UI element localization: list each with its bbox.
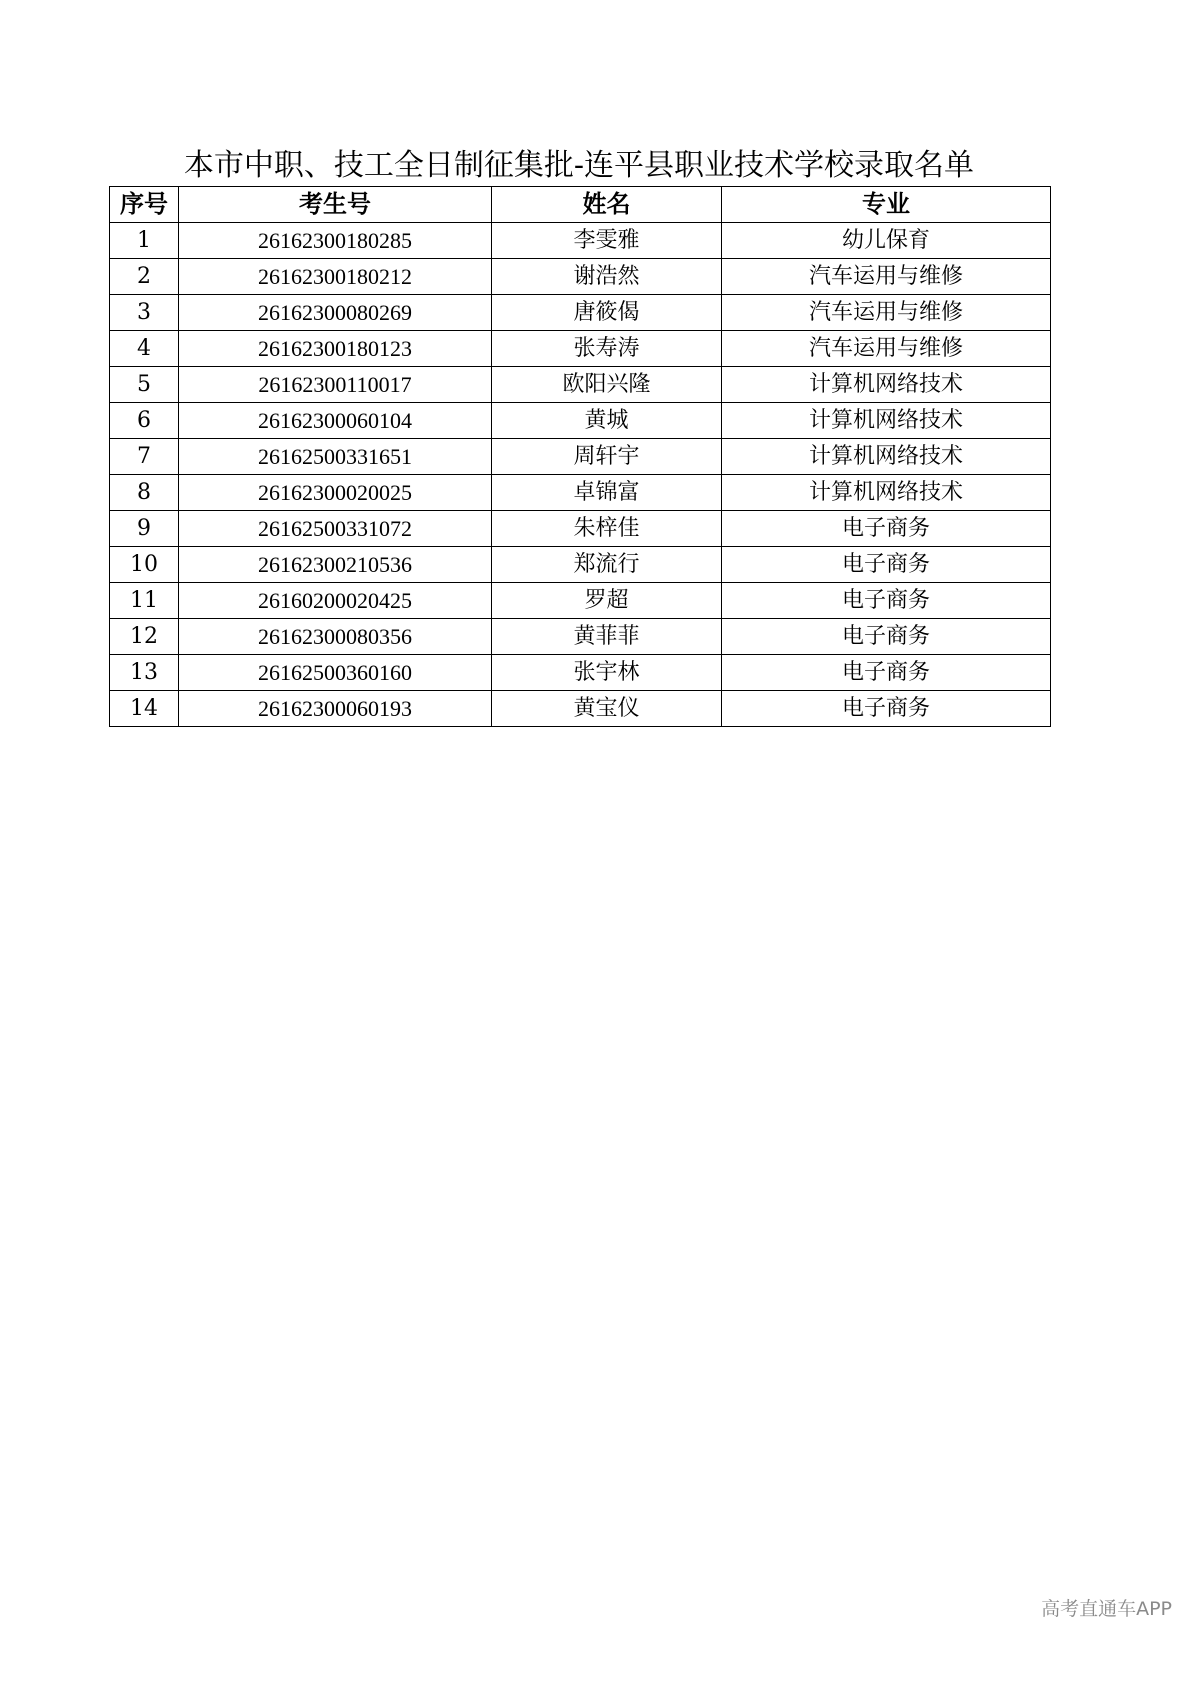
cell-seq: 12 bbox=[110, 619, 179, 655]
cell-candidate-id: 26162300210536 bbox=[179, 547, 492, 583]
header-seq: 序号 bbox=[110, 187, 179, 223]
cell-candidate-id: 26162500331651 bbox=[179, 439, 492, 475]
cell-name: 黄城 bbox=[492, 403, 722, 439]
cell-major: 电子商务 bbox=[722, 619, 1051, 655]
cell-name: 李雯雅 bbox=[492, 223, 722, 259]
cell-name: 唐筱偈 bbox=[492, 295, 722, 331]
header-candidate-id: 考生号 bbox=[179, 187, 492, 223]
cell-seq: 1 bbox=[110, 223, 179, 259]
cell-major: 电子商务 bbox=[722, 691, 1051, 727]
table-row bbox=[110, 547, 1051, 583]
table-row bbox=[110, 367, 1051, 403]
table-row bbox=[110, 439, 1051, 475]
cell-candidate-id: 26162300080269 bbox=[179, 295, 492, 331]
cell-major: 计算机网络技术 bbox=[722, 403, 1051, 439]
table-row bbox=[110, 511, 1051, 547]
table-row bbox=[110, 619, 1051, 655]
cell-candidate-id: 26162300020025 bbox=[179, 475, 492, 511]
cell-seq: 10 bbox=[110, 547, 179, 583]
page-title: 本市中职、技工全日制征集批-连平县职业技术学校录取名单 bbox=[183, 148, 975, 183]
cell-major: 计算机网络技术 bbox=[722, 367, 1051, 403]
cell-name: 张寿涛 bbox=[492, 331, 722, 367]
cell-name: 谢浩然 bbox=[492, 259, 722, 295]
cell-name: 卓锦富 bbox=[492, 475, 722, 511]
cell-major: 幼儿保育 bbox=[722, 223, 1051, 259]
cell-seq: 4 bbox=[110, 331, 179, 367]
cell-candidate-id: 26162500360160 bbox=[179, 655, 492, 691]
cell-seq: 3 bbox=[110, 295, 179, 331]
cell-major: 计算机网络技术 bbox=[722, 439, 1051, 475]
cell-seq: 11 bbox=[110, 583, 179, 619]
table-row bbox=[110, 403, 1051, 439]
cell-seq: 5 bbox=[110, 367, 179, 403]
table-row bbox=[110, 259, 1051, 295]
cell-seq: 13 bbox=[110, 655, 179, 691]
cell-candidate-id: 26162500331072 bbox=[179, 511, 492, 547]
cell-candidate-id: 26162300180123 bbox=[179, 331, 492, 367]
cell-name: 张宇林 bbox=[492, 655, 722, 691]
cell-major: 汽车运用与维修 bbox=[722, 259, 1051, 295]
table-row bbox=[110, 475, 1051, 511]
admission-table bbox=[109, 186, 1051, 727]
watermark: 高考直通车APP bbox=[1041, 1598, 1172, 1620]
cell-name: 朱梓佳 bbox=[492, 511, 722, 547]
cell-seq: 2 bbox=[110, 259, 179, 295]
table-row bbox=[110, 295, 1051, 331]
cell-name: 周轩宇 bbox=[492, 439, 722, 475]
cell-major: 电子商务 bbox=[722, 583, 1051, 619]
cell-seq: 6 bbox=[110, 403, 179, 439]
header-major: 专业 bbox=[722, 187, 1051, 223]
cell-name: 欧阳兴隆 bbox=[492, 367, 722, 403]
table-body bbox=[110, 223, 1051, 727]
cell-candidate-id: 26160200020425 bbox=[179, 583, 492, 619]
cell-seq: 7 bbox=[110, 439, 179, 475]
cell-major: 计算机网络技术 bbox=[722, 475, 1051, 511]
cell-seq: 9 bbox=[110, 511, 179, 547]
cell-major: 电子商务 bbox=[722, 655, 1051, 691]
table-row bbox=[110, 223, 1051, 259]
cell-candidate-id: 26162300110017 bbox=[179, 367, 492, 403]
cell-seq: 8 bbox=[110, 475, 179, 511]
cell-major: 电子商务 bbox=[722, 511, 1051, 547]
table-row bbox=[110, 691, 1051, 727]
cell-name: 罗超 bbox=[492, 583, 722, 619]
cell-candidate-id: 26162300080356 bbox=[179, 619, 492, 655]
cell-name: 黄宝仪 bbox=[492, 691, 722, 727]
table-row bbox=[110, 655, 1051, 691]
cell-major: 电子商务 bbox=[722, 547, 1051, 583]
cell-name: 黄菲菲 bbox=[492, 619, 722, 655]
cell-candidate-id: 26162300060193 bbox=[179, 691, 492, 727]
header-name: 姓名 bbox=[492, 187, 722, 223]
cell-candidate-id: 26162300180285 bbox=[179, 223, 492, 259]
cell-major: 汽车运用与维修 bbox=[722, 295, 1051, 331]
cell-name: 郑流行 bbox=[492, 547, 722, 583]
table-header-row bbox=[110, 187, 1051, 223]
cell-candidate-id: 26162300180212 bbox=[179, 259, 492, 295]
cell-candidate-id: 26162300060104 bbox=[179, 403, 492, 439]
table-row bbox=[110, 583, 1051, 619]
table-row bbox=[110, 331, 1051, 367]
cell-major: 汽车运用与维修 bbox=[722, 331, 1051, 367]
cell-seq: 14 bbox=[110, 691, 179, 727]
